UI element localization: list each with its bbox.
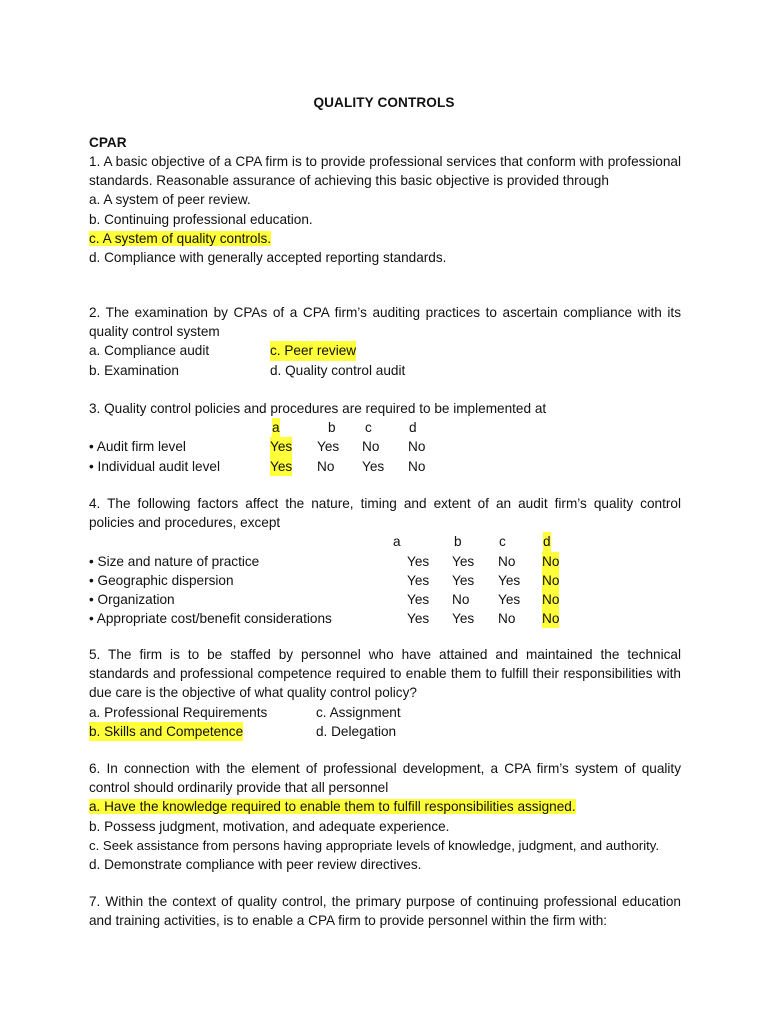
question-2-stem: 2. The examination by CPAs of a CPA firm’s auditing practices to ascertain compliance with its quality control system (89, 305, 681, 340)
question-3-header-b: b (328, 420, 336, 436)
question-6-option-b: b. Possess judgment, motivation, and adequate experience. (89, 818, 450, 834)
question-3-row: • Audit firm level Yes Yes No No (89, 437, 681, 456)
question-1-stem: 1. A basic objective of a CPA firm is to provide professional services that conform with professional standards. Reasonable assurance of achieving this basic objective is provided through (89, 154, 681, 189)
question-4-row: • Appropriate cost/benefit considerations Yes Yes No No (89, 609, 681, 628)
question-1 (89, 152, 681, 267)
question-1-option-b: b. Continuing professional education. (89, 211, 313, 227)
question-3-header-c: c (365, 420, 372, 436)
question-4-row: • Organization Yes No Yes No (89, 590, 681, 609)
question-5-stem: 5. The firm is to be staffed by personnel who have attained and maintained the technical standards and professional competence required to enable them to fulfill their responsibilities with due care is the objective of what quality control policy? (89, 647, 681, 701)
page-title: QUALITY CONTROLS (313, 95, 455, 110)
question-1-option-c: c. A system of quality controls. (89, 230, 272, 246)
question-4-header-b: b (454, 534, 462, 550)
question-4-row: • Geographic dispersion Yes Yes Yes No (89, 571, 681, 590)
question-2-option-c: c. Peer review (270, 341, 356, 360)
question-2-option-a: a. Compliance audit (89, 343, 210, 359)
question-2-option-d: d. Quality control audit (270, 362, 406, 378)
question-5 (89, 645, 681, 741)
question-3-stem: 3. Quality control policies and procedures are required to be implemented at (89, 401, 547, 416)
question-3-header-a: a (272, 418, 280, 437)
question-3-header-row (89, 418, 681, 437)
section-heading: CPAR (89, 135, 127, 150)
question-4-row: • Size and nature of practice Yes Yes No No (89, 552, 681, 571)
question-5-option-d: d. Delegation (316, 723, 397, 739)
question-3-row: • Individual audit level Yes No Yes No (89, 457, 681, 476)
question-1-option-d: d. Compliance with generally accepted reporting standards. (89, 249, 447, 265)
question-6 (89, 759, 681, 874)
question-6-option-a: a. Have the knowledge required to enable them to fulfill responsibilities assigned. (89, 799, 576, 815)
question-5-option-a: a. Professional Requirements (89, 704, 268, 720)
question-5-option-b: b. Skills and Competence (89, 722, 243, 741)
question-3 (89, 399, 681, 476)
question-6-stem: 6. In connection with the element of professional development, a CPA firm’s system of quality control should ordinarily provide that all personnel (89, 761, 681, 796)
question-2 (89, 303, 681, 380)
question-5-option-c: c. Assignment (316, 704, 401, 720)
question-1-option-a: a. A system of peer review. (89, 192, 251, 208)
question-6-option-c: c. Seek assistance from persons having appropriate levels of knowledge, judgment, and authority. (89, 837, 660, 853)
question-4-header-c: c (499, 534, 506, 550)
question-7-stem: 7. Within the context of quality control, the primary purpose of continuing professional education and training activities, is to enable a CPA firm to provide personnel within the firm with: (89, 894, 681, 929)
question-3-header-d: d (409, 420, 417, 436)
question-7 (89, 892, 681, 930)
question-6-option-d: d. Demonstrate compliance with peer review directives. (89, 856, 422, 872)
question-4-stem: 4. The following factors affect the nature, timing and extent of an audit firm’s quality control policies and procedures, except (89, 496, 681, 531)
question-4-header-row (89, 532, 681, 551)
question-4-header-a: a (393, 534, 401, 550)
question-4 (89, 494, 681, 628)
question-4-header-d: d (543, 532, 551, 551)
question-2-option-b: b. Examination (89, 362, 179, 378)
